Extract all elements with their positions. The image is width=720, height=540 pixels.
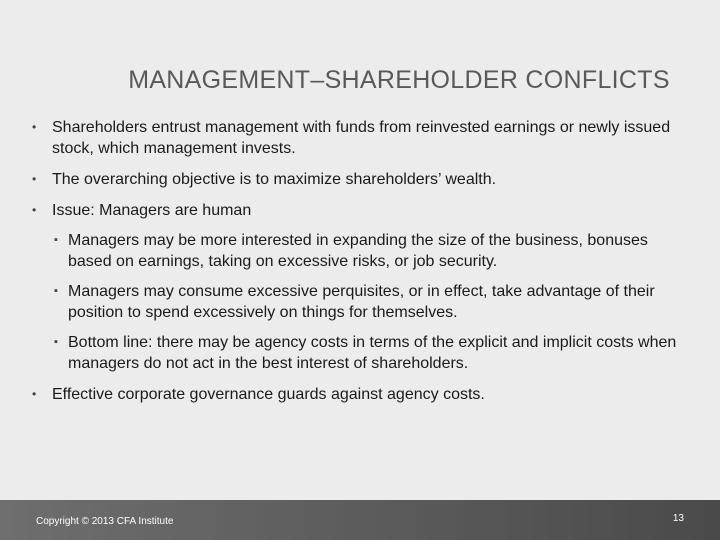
bullet-item xyxy=(32,169,682,190)
sub-bullet-text: Managers may be more interested in expanding the size of the business, bonuses based on earnings, taking on excessive risks, or job security. xyxy=(68,232,648,270)
sub-bullet-list xyxy=(52,230,682,374)
bullet-icon: • xyxy=(32,172,37,186)
bullet-icon: • xyxy=(32,203,37,217)
sub-bullet-text: Bottom line: there may be agency costs in terms of the explicit and implicit costs when managers do not act in the best interest of shareholders. xyxy=(68,334,677,372)
copyright-text: Copyright © 2013 CFA Institute xyxy=(36,516,174,527)
bullet-item xyxy=(32,384,682,405)
bullet-text: Issue: Managers are human xyxy=(52,202,252,219)
bullet-icon: • xyxy=(32,120,37,134)
sub-bullet-item xyxy=(32,281,682,323)
sub-bullet-item xyxy=(32,230,682,272)
sub-bullet-item xyxy=(32,332,682,374)
bullet-item xyxy=(32,117,682,159)
sub-bullet-text: Managers may consume excessive perquisites, or in effect, take advantage of their position to spend excessively on things for themselves. xyxy=(68,283,655,321)
slide-title: MANAGEMENT–SHAREHOLDER CONFLICTS xyxy=(128,66,670,94)
footer-bar xyxy=(0,500,720,540)
bullet-icon: • xyxy=(32,387,37,401)
bullet-text: Shareholders entrust management with funds from reinvested earnings or newly issued stock, which management invests. xyxy=(52,119,671,157)
bullet-item xyxy=(32,200,682,374)
page-number: 13 xyxy=(672,513,684,524)
square-bullet-icon: ▪ xyxy=(54,285,58,297)
square-bullet-icon: ▪ xyxy=(54,336,58,348)
slide-content xyxy=(32,117,682,415)
square-bullet-icon: ▪ xyxy=(54,234,58,246)
bullet-text: The overarching objective is to maximize shareholders’ wealth. xyxy=(52,171,497,188)
bullet-text: Effective corporate governance guards against agency costs. xyxy=(52,386,485,403)
